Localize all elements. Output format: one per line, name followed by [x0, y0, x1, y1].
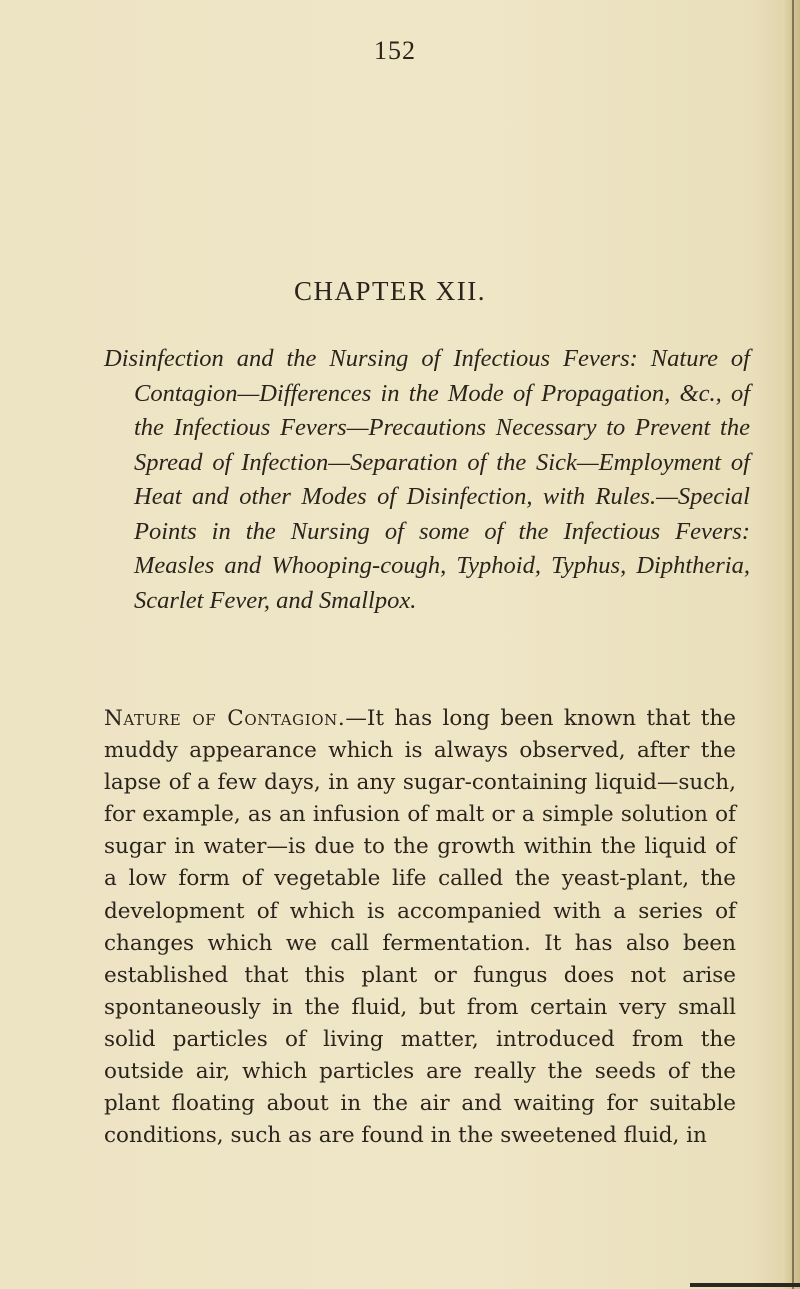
section-heading: Nature of Contagion.	[104, 706, 346, 731]
page-edge	[782, 0, 800, 1289]
page-number: 152	[374, 36, 416, 65]
page-edge-line	[792, 0, 794, 1289]
chapter-synopsis: Disinfection and the Nursing of Infectious Fevers: Nature of Contagion—Differences in the Mode of Propagation, &c., of the Infectious Fevers—Precautions Necessary to Prevent the Spread of Infection—Separation of the Sick—Employment of Heat and other Modes of Disinfection, with Rules.—Special Points in the Nursing of some of the Infectious Fevers: Measles and Whooping-cough, Typhoid, Typhus, Diphtheria, Scarlet Fever, and Smallpox.	[104, 345, 750, 614]
chapter-title: CHAPTER XII.	[294, 276, 486, 306]
body-paragraph	[104, 703, 736, 1152]
paragraph-text: —It has long been known that the muddy appearance which is always observed, after the lapse of a few days, in any sugar-containing liquid—such, for example, as an infusion of malt or a simple solution of sugar in water—is due to the growth within the liquid of a low form of vegetable life called the yeast-plant, the development of which is accompanied with a series of changes which we call fermentation. It has also been established that this plant or fungus does not arise spontaneously in the fluid, but from certain very small solid particles of living matter, introduced from the outside air, which particles are really the seeds of the plant floating about in the air and waiting for suitable conditions, such as are found in the sweetened fluid, in	[104, 706, 736, 1149]
bottom-rule	[690, 1283, 800, 1287]
